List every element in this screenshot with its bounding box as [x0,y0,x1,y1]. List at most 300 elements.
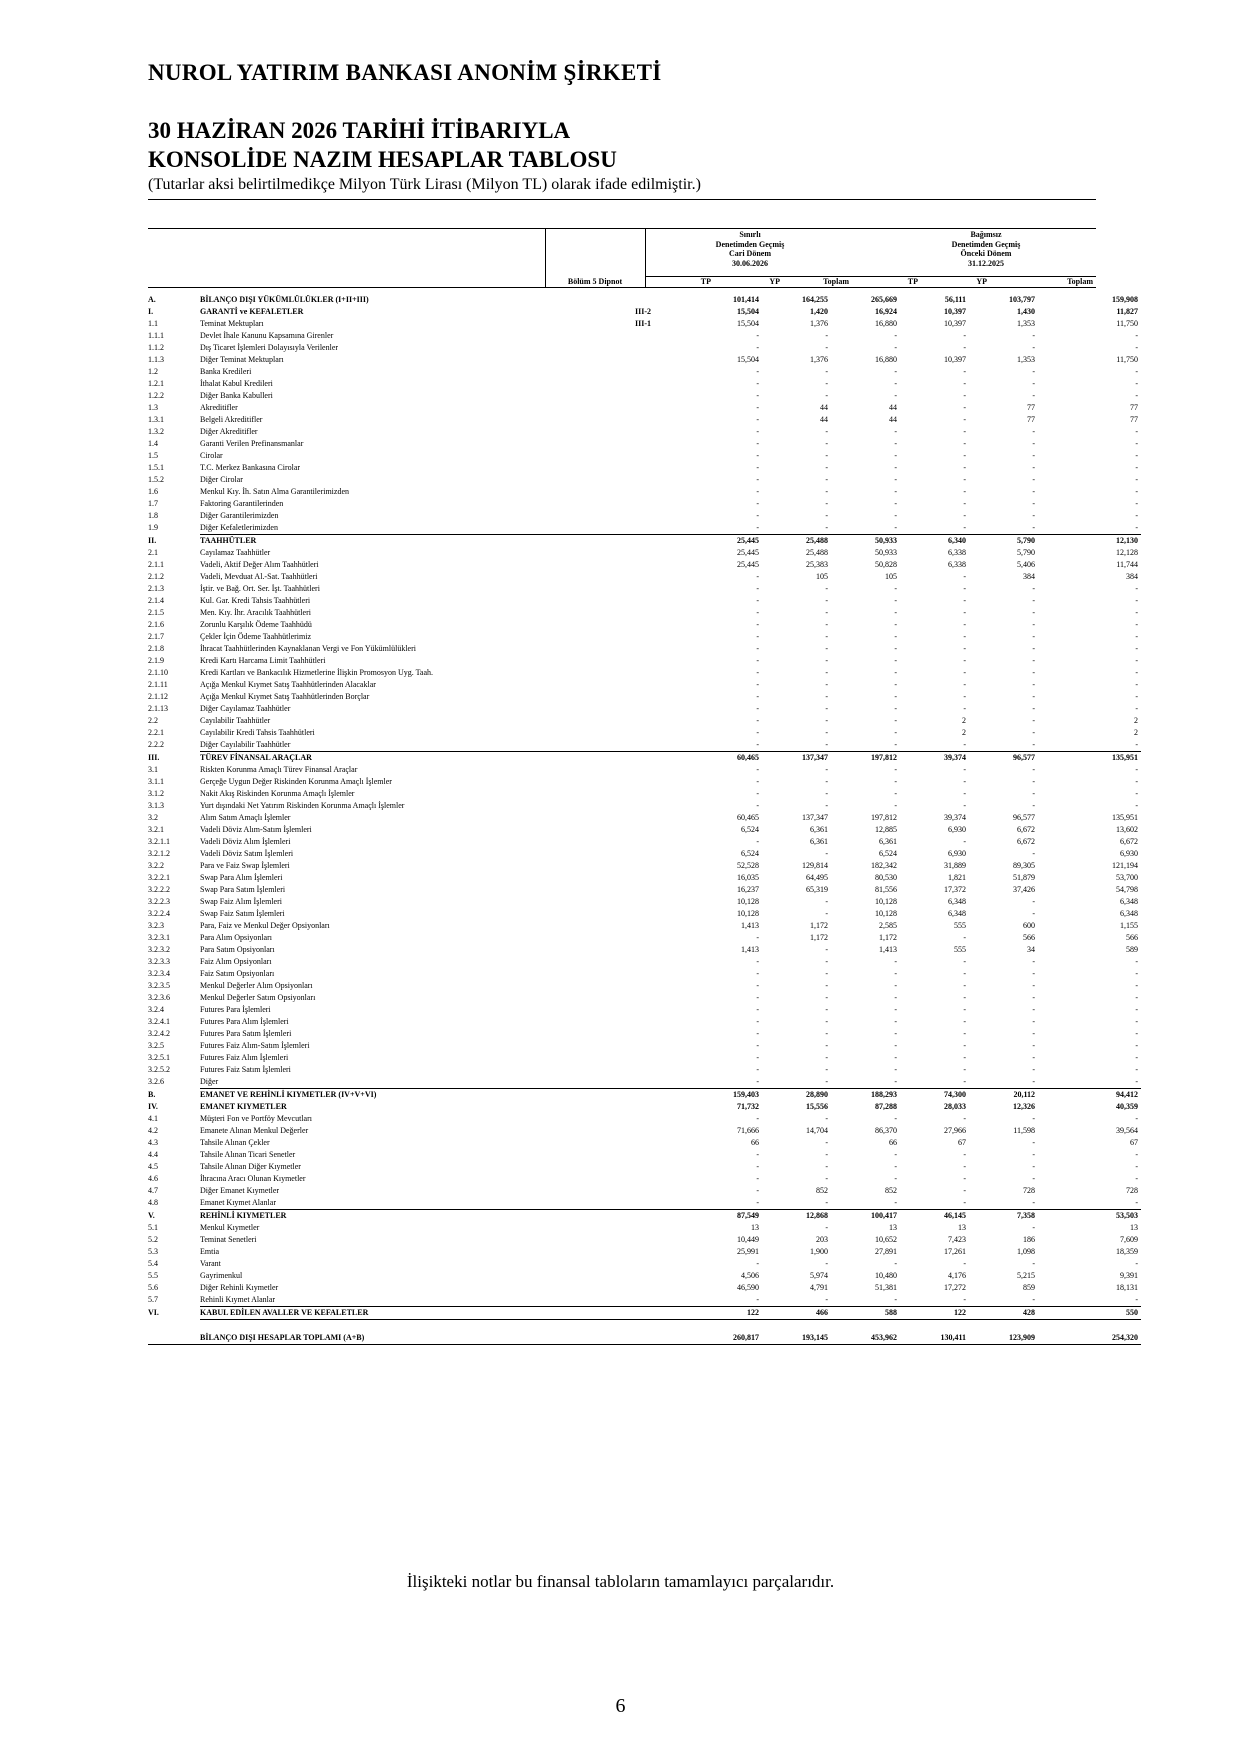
row-label: Diğer Teminat Mektupları [200,355,284,364]
cell-total-prior: 12,130 [1116,536,1138,545]
table-row [148,559,1141,571]
cell-total-prior: - [1135,584,1138,593]
table-row [148,824,1141,836]
cell-tp-prior: - [963,993,966,1002]
cell-total-current: - [894,1114,897,1123]
row-code: 3.2.3.1 [148,933,170,942]
cell-yp-current: 5,974 [810,1271,828,1280]
row-code: 3.1.1 [148,777,164,786]
row-label: Diğer Rehinli Kıymetler [200,1283,279,1292]
cell-total-prior: 11,827 [1116,307,1138,316]
row-note [593,764,693,776]
cell-total-current: 1,413 [879,945,897,954]
cell-yp-prior: - [1032,1138,1035,1147]
cell-tp-prior: 17,372 [944,885,966,894]
cell-total-current: 2,585 [879,921,897,930]
report-subtitle: (Tutarlar aksi belirtilmedikçe Milyon Türk Lirası (Milyon TL) olarak ifade edilmiştir.) [148,176,701,193]
row-label: Menkul Kıy. İh. Satın Alma Garantilerimizden [200,487,350,496]
row-code: 5.2 [148,1235,158,1244]
cell-tp-current: 46,590 [737,1283,759,1292]
row-code: 3.2.2.4 [148,909,170,918]
cell-yp-prior: 186 [1023,1235,1035,1244]
table-row [148,643,1141,655]
row-label: Dış Ticaret İşlemleri Dolayısıyla Verilenler [200,343,339,352]
row-label: Kredi Kartı Harcama Limit Taahhütleri [200,656,326,665]
row-note [593,1307,693,1320]
cell-yp-prior: - [969,739,1038,752]
cell-yp-prior: 5,790 [1017,536,1035,545]
cell-yp-prior: - [1032,1029,1035,1038]
cell-total-prior: - [1135,704,1138,713]
cell-tp-current: - [756,1162,759,1171]
table-row [148,944,1141,956]
table-row [148,800,1141,812]
cell-yp-current: - [825,487,828,496]
cell-total-prior: 18,131 [1116,1283,1138,1292]
row-code: 5.6 [148,1283,158,1292]
cell-tp-prior: - [963,608,966,617]
cell-total-prior: 77 [1130,415,1138,424]
row-note [593,1161,693,1173]
cell-tp-current: - [756,716,759,725]
row-note [593,631,693,643]
cell-yp-current: - [825,728,828,737]
row-label: Garanti Verilen Prefinansmanlar [200,439,304,448]
table-row [148,1137,1141,1149]
cell-tp-current: - [756,1017,759,1026]
cell-total-current: 6,524 [879,849,897,858]
row-note [593,932,693,944]
row-label: Emanete Alınan Menkul Değerler [200,1126,309,1135]
cell-tp-prior: - [963,499,966,508]
cell-yp-prior: 51,879 [1013,873,1035,882]
cell-total-current: - [894,379,897,388]
cell-total-current: - [894,993,897,1002]
row-label: Vadeli Döviz Alım-Satım İşlemleri [200,825,312,834]
cell-tp-current: 66 [751,1138,759,1147]
row-note [593,426,693,438]
cell-total-current: - [894,451,897,460]
row-code: 3.2.4.2 [148,1029,170,1038]
row-note [593,992,693,1004]
table-row [148,932,1141,944]
cell-tp-prior: 39,374 [944,753,966,762]
cell-total-current: 86,370 [875,1126,897,1135]
row-label: Vadeli Döviz Alım İşlemleri [200,837,291,846]
cell-yp-current: - [825,475,828,484]
cell-yp-current: 4,791 [810,1283,828,1292]
cell-total-current: - [894,644,897,653]
cell-yp-current: 1,376 [810,355,828,364]
cell-total-prior: - [1135,463,1138,472]
row-code: 1.1.3 [148,355,164,364]
row-label: Menkul Kıymetler [200,1223,260,1232]
cell-total-current: 10,480 [875,1271,897,1280]
cell-yp-current: - [825,969,828,978]
cell-total-prior: 6,348 [1120,909,1138,918]
cell-yp-current: - [825,765,828,774]
row-note [593,920,693,932]
cell-tp-prior: - [963,981,966,990]
cell-total-current: - [894,801,897,810]
cell-tp-prior: 10,397 [944,307,966,316]
cell-yp-current: - [825,1259,828,1268]
cell-total-prior: 566 [1126,933,1138,942]
cell-tp-current: 1,413 [741,921,759,930]
row-code: 1.5.1 [148,463,164,472]
cell-tp-prior: 27,966 [944,1126,966,1135]
row-label: Kredi Kartları ve Bankacılık Hizmetlerine İlişkin Promosyon Uyg. Taah. [200,668,434,677]
cell-yp-prior: - [1032,957,1035,966]
table-row [148,1052,1141,1064]
cell-yp-current: - [762,1076,831,1089]
cell-total-prior: - [1135,487,1138,496]
table-row [148,1258,1141,1270]
cell-yp-prior: 123,909 [1009,1333,1035,1342]
cell-yp-current: 466 [762,1307,831,1320]
cell-total-prior: - [1135,1017,1138,1026]
row-label: Para, Faiz ve Menkul Değer Opsiyonları [200,921,330,930]
cell-total-prior: 6,930 [1120,849,1138,858]
cell-yp-current: - [825,1174,828,1183]
row-label: Diğer Cayılamaz Taahhütler [200,704,291,713]
cell-yp-prior: 77 [1027,403,1035,412]
row-code: 2.2 [148,716,158,725]
cell-total-prior: - [1135,765,1138,774]
cell-total-current: 44 [889,403,897,412]
row-code: 4.7 [148,1186,158,1195]
cell-tp-prior: - [963,1150,966,1159]
row-code: 2.1.4 [148,596,164,605]
table-row [148,1125,1141,1137]
row-label: GARANTİ ve KEFALETLER [200,307,304,316]
cell-yp-current: - [825,849,828,858]
cell-total-prior: 11,750 [1116,319,1138,328]
cell-total-prior: - [1038,1076,1141,1089]
cell-tp-prior: - [963,451,966,460]
cell-total-prior: 550 [1038,1307,1141,1320]
cell-total-prior: 7,609 [1120,1235,1138,1244]
cell-tp-prior: - [963,1029,966,1038]
cell-yp-current: 137,347 [802,753,828,762]
row-code: 2.1.3 [148,584,164,593]
row-note [593,1137,693,1149]
cell-total-current: - [894,608,897,617]
row-label: TÜREV FİNANSAL ARAÇLAR [200,753,312,762]
cell-total-prior: - [1135,1041,1138,1050]
cell-total-current: - [894,620,897,629]
table-row [148,522,1141,535]
cell-tp-current: - [756,331,759,340]
cell-total-current: - [894,499,897,508]
row-note [593,462,693,474]
row-note [593,727,693,739]
cell-total-current: - [894,680,897,689]
row-code: 2.1.12 [148,692,168,701]
table-row [148,752,1141,765]
cell-tp-current: - [756,837,759,846]
table-row [148,426,1141,438]
cell-tp-prior: 46,145 [944,1211,966,1220]
cell-total-current: - [894,1259,897,1268]
row-label: Faiz Satım Opsiyonları [200,969,275,978]
cell-tp-current: 10,128 [737,909,759,918]
row-note [593,860,693,872]
row-code: 4.2 [148,1126,158,1135]
cell-yp-prior: - [1032,463,1035,472]
cell-total-prior: - [1135,993,1138,1002]
cell-tp-prior: - [963,1174,966,1183]
cell-yp-prior: - [1032,909,1035,918]
table-row [148,860,1141,872]
cell-total-current: 51,381 [875,1283,897,1292]
cell-yp-current: 1,376 [810,319,828,328]
row-note [593,776,693,788]
row-label: Rehinli Kıymet Alanlar [200,1294,593,1307]
cell-yp-prior: - [1032,716,1035,725]
cell-tp-current: 71,732 [737,1102,759,1111]
cell-tp-current: 1,413 [741,945,759,954]
cell-yp-current: 1,172 [810,933,828,942]
cell-total-prior: 2 [1134,728,1138,737]
cell-tp-prior: - [963,801,966,810]
cell-tp-current: 159,403 [733,1090,759,1099]
table-row [148,1246,1141,1258]
row-code: 2.1.13 [148,704,168,713]
row-code: 5.7 [148,1295,158,1305]
cell-yp-current: - [762,1197,831,1210]
row-code: 2.1.1 [148,560,164,569]
cell-total-current: - [894,981,897,990]
row-code: III. [148,752,160,762]
cell-yp-prior: 12,326 [1013,1102,1035,1111]
row-code: 3.2.2.2 [148,885,170,894]
cell-tp-current: - [756,644,759,653]
cell-tp-current: - [756,608,759,617]
cell-total-prior: 384 [1126,572,1138,581]
table-row [148,812,1141,824]
cell-tp-prior: 6,340 [948,536,966,545]
row-note [593,848,693,860]
cell-yp-prior: - [1032,499,1035,508]
row-label: Diğer Emanet Kıymetler [200,1186,280,1195]
row-code: 4.4 [148,1150,158,1159]
table-row [148,1173,1141,1185]
row-label: Diğer Banka Kabulleri [200,391,273,400]
row-label: Cayılamaz Taahhütler [200,548,271,557]
row-note [593,1101,693,1113]
cell-yp-prior: 1,098 [1017,1247,1035,1256]
cell-yp-prior: - [1032,993,1035,1002]
cell-yp-prior: 7,358 [1017,1211,1035,1220]
cell-yp-current: 203 [816,1235,828,1244]
row-note [593,1282,693,1294]
prior-period-line: Bağımsız [970,230,1002,239]
table-row [148,956,1141,968]
row-code: 2.1.5 [148,608,164,617]
cell-total-current: - [894,1017,897,1026]
row-label: Tahsile Alınan Diğer Kıymetler [200,1162,301,1171]
cell-total-prior: 13,602 [1116,825,1138,834]
row-code: 3.2.6 [148,1077,164,1087]
row-label: Açığa Menkul Kıymet Satış Taahhütlerinden Borçlar [200,692,370,701]
cell-yp-prior: 89,305 [1013,861,1035,870]
table-row [148,1294,1141,1307]
row-code: 3.2.1 [148,825,164,834]
row-label: Diğer Kefaletlerimizden [200,522,593,535]
cell-total-current: 188,293 [871,1090,897,1099]
cell-total-current: 50,933 [875,548,897,557]
cell-total-current: 197,812 [871,813,897,822]
cell-total-current: 1,172 [879,933,897,942]
cell-yp-prior: - [1032,391,1035,400]
cell-yp-current: - [825,343,828,352]
cell-tp-current: - [756,993,759,1002]
cell-total-prior: 53,503 [1116,1211,1138,1220]
cell-yp-prior: - [1032,1065,1035,1074]
row-code: I. [148,307,154,316]
current-period-line: Cari Dönem [729,249,771,259]
cell-yp-current: 12,868 [806,1211,828,1220]
cell-tp-prior: - [963,596,966,605]
row-note [593,679,693,691]
cell-tp-prior: - [963,343,966,352]
cell-tp-prior: - [900,1294,969,1307]
cell-total-current: - [894,765,897,774]
row-code: II. [148,535,157,545]
row-label: Varant [200,1259,221,1268]
row-label: Futures Para İşlemleri [200,1005,271,1014]
row-label: Swap Faiz Alım İşlemleri [200,897,282,906]
row-code: 3.2.5.1 [148,1053,170,1062]
cell-yp-prior: 96,577 [1013,753,1035,762]
cell-tp-current: 10,128 [737,897,759,906]
cell-tp-current: - [756,801,759,810]
cell-total-current: 12,885 [875,825,897,834]
table-row [148,366,1141,378]
company-name: NUROL YATIRIM BANKASI ANONİM ŞİRKETİ [148,60,662,85]
table-row [148,1307,1141,1320]
cell-yp-current: 105 [816,572,828,581]
cell-yp-prior: - [1032,1162,1035,1171]
table-row [148,968,1141,980]
cell-yp-current: 25,488 [806,536,828,545]
prior-period-line: 31.12.2025 [968,258,1004,268]
cell-tp-current: 15,504 [737,319,759,328]
row-note [593,619,693,631]
cell-total-current: 44 [889,415,897,424]
row-label: Devlet İhale Kanunu Kapsamına Girenler [200,331,334,340]
cell-tp-current: - [756,596,759,605]
cell-tp-prior: - [963,1259,966,1268]
cell-yp-current: - [825,391,828,400]
cell-yp-prior: - [1032,439,1035,448]
row-code [148,1332,200,1345]
row-label: Diğer Cirolar [200,475,243,484]
cell-total-current: - [894,511,897,520]
cell-yp-current: 44 [820,403,828,412]
cell-yp-current: - [825,680,828,689]
cell-total-current: - [894,1029,897,1038]
row-label: Futures Faiz Satım İşlemleri [200,1065,291,1074]
row-code: 2.2.2 [148,740,164,750]
cell-tp-current: - [756,403,759,412]
cell-tp-prior: - [963,1186,966,1195]
row-note [593,1016,693,1028]
row-code: 1.3 [148,403,158,412]
cell-tp-current: - [693,1076,762,1089]
cell-yp-current: - [825,499,828,508]
cell-tp-current: - [693,739,762,752]
cell-total-prior: 54,798 [1116,885,1138,894]
table-row [148,920,1141,932]
row-code: 2.1 [148,548,158,557]
table-row [148,498,1141,510]
row-code: IV. [148,1102,158,1111]
row-label: Zorunlu Karşılık Ödeme Taahhüdü [200,620,312,629]
cell-total-current: 265,669 [871,295,897,304]
cell-tp-current: - [756,933,759,942]
table-row [148,1028,1141,1040]
cell-tp-prior: 17,261 [944,1247,966,1256]
cell-yp-prior: - [969,1294,1038,1307]
cell-yp-current: - [762,739,831,752]
row-note [593,812,693,824]
cell-total-current: 10,128 [875,909,897,918]
row-note [593,1173,693,1185]
table-row [148,1113,1141,1125]
cell-total-prior: 67 [1130,1138,1138,1147]
row-label: Menkul Değerler Satım Opsiyonları [200,993,316,1002]
row-note [593,342,693,354]
cell-yp-prior: - [1032,668,1035,677]
row-code: 1.4 [148,439,158,448]
row-code: 3.2.5 [148,1041,164,1050]
row-label: Diğer Akreditifler [200,427,258,436]
cell-tp-current: 25,445 [737,548,759,557]
report-title-line1: 30 HAZİRAN 2026 TARİHİ İTİBARIYLA [148,118,571,143]
cell-tp-prior: 6,930 [948,849,966,858]
cell-total-prior: - [1135,957,1138,966]
cell-yp-prior: - [1032,969,1035,978]
cell-yp-prior: 11,598 [1013,1126,1035,1135]
row-note [593,1246,693,1258]
table-row [148,1197,1141,1210]
cell-tp-current: 25,991 [737,1247,759,1256]
cell-total-current: - [894,331,897,340]
cell-total-prior: - [1135,379,1138,388]
cell-total-prior: - [1135,656,1138,665]
cell-tp-prior: - [963,1114,966,1123]
table-row [148,1004,1141,1016]
cell-tp-prior: 6,338 [948,548,966,557]
row-note [593,956,693,968]
cell-total-current: 453,962 [871,1333,897,1342]
row-label: Teminat Senetleri [200,1235,257,1244]
cell-yp-current: 137,347 [802,813,828,822]
row-label: EMANET KIYMETLER [200,1102,287,1111]
row-code: 2.1.7 [148,632,164,641]
col-yp-prior-header: YP [976,277,987,286]
cell-tp-current: - [756,475,759,484]
row-note [593,450,693,462]
cell-tp-current: - [756,511,759,520]
row-label: Akreditifler [200,403,238,412]
cell-total-current: - [894,957,897,966]
cell-tp-prior: - [963,367,966,376]
cell-tp-current: - [756,969,759,978]
cell-total-current: 81,556 [875,885,897,894]
